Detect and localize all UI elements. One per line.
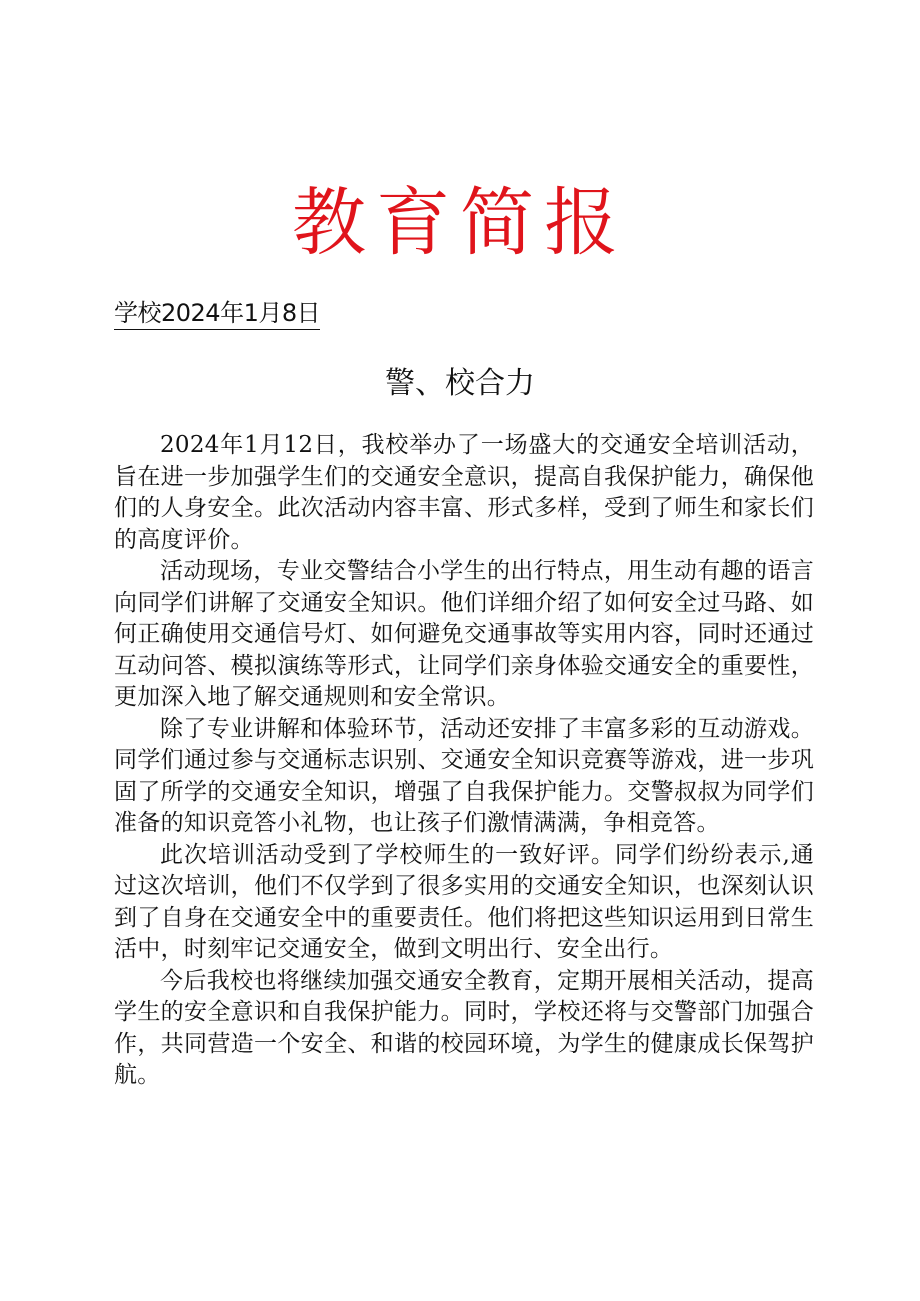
paragraph: 2024年1月12日，我校举办了一场盛大的交通安全培训活动，旨在进一步加强学生们的交通安全意识，提高自我保护能力，确保他们的人身安全。此次活动内容丰富、形式多样，受到了师生和家长们的高度评价。 <box>114 432 814 553</box>
masthead-title: 教育简报 <box>292 180 628 266</box>
paragraph: 今后我校也将继续加强交通安全教育，定期开展相关活动，提高学生的安全意识和自我保护能力。同时，学校还将与交警部门加强合作，共同营造一个安全、和谐的校园环境，为学生的健康成长保驾护航。 <box>114 967 814 1088</box>
dateline: 学校2024年1月8日 <box>114 298 320 330</box>
paragraph: 活动现场，专业交警结合小学生的出行特点，用生动有趣的语言向同学们讲解了交通安全知识。他们详细介绍了如何安全过马路、如何正确使用交通信号灯、如何避免交通事故等实用内容，同时还通过互动问答、模拟演练等形式，让同学们亲身体验交通安全的重要性，更加深入地了解交通规则和安全常识。 <box>114 558 814 710</box>
article-body <box>114 430 814 1092</box>
paragraph: 除了专业讲解和体验环节，活动还安排了丰富多彩的互动游戏。同学们通过参与交通标志识别、交通安全知识竞赛等游戏，进一步巩固了所学的交通安全知识，增强了自我保护能力。交警叔叔为同学们准备的知识竞答小礼物，也让孩子们激情满满，争相竞答。 <box>114 715 814 836</box>
paragraph: 此次培训活动受到了学校师生的一致好评。同学们纷纷表示,通过这次培训，他们不仅学到了很多实用的交通安全知识，也深刻认识到了自身在交通安全中的重要责任。他们将把这些知识运用到日常生活中，时刻牢记交通安全，做到文明出行、安全出行。 <box>114 841 814 962</box>
article-headline: 警、校合力 <box>385 366 535 401</box>
